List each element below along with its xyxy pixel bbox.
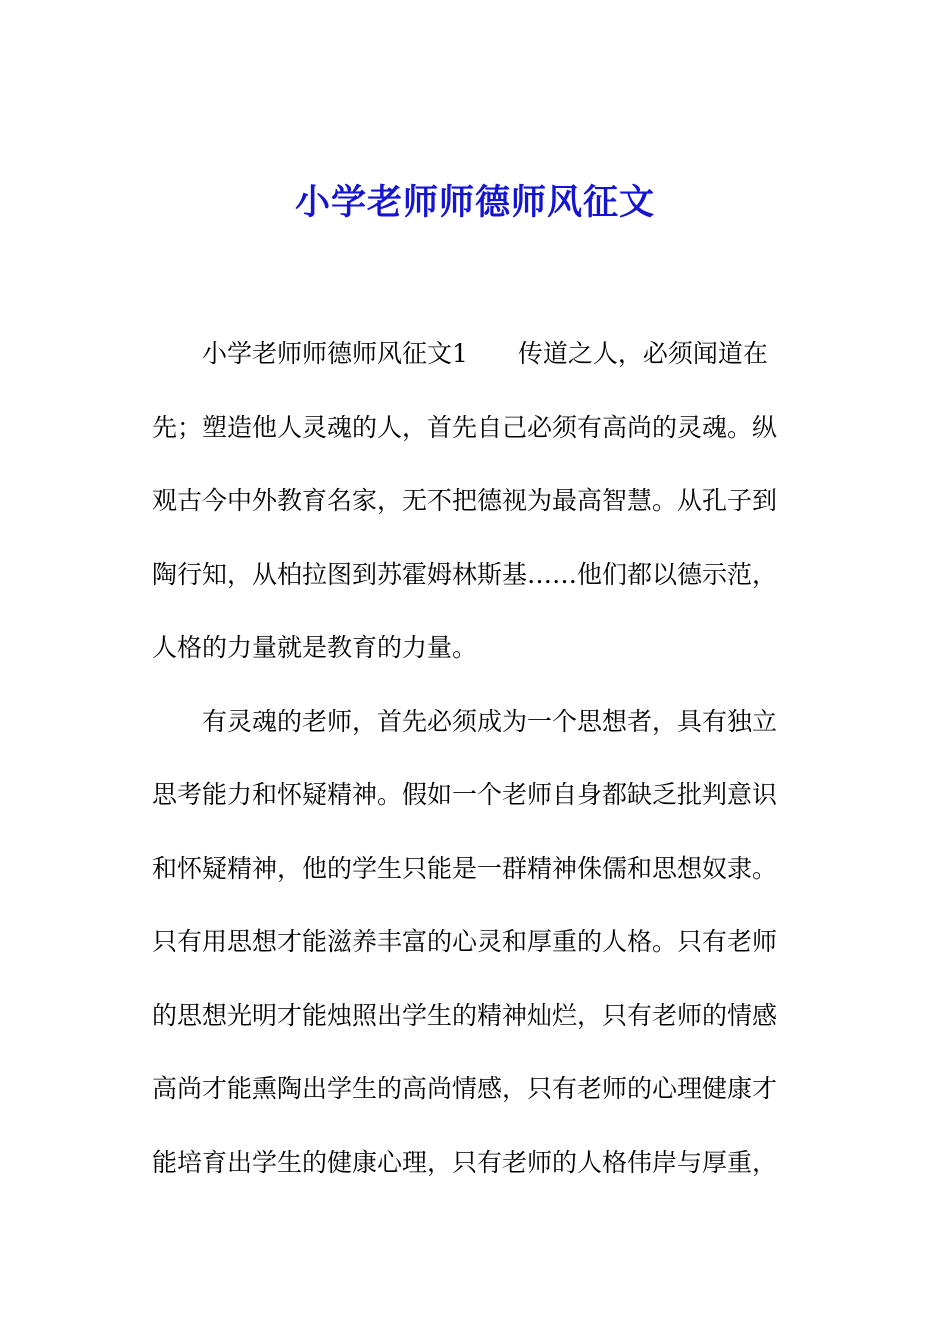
paragraph-1-line-2: 先；塑造他人灵魂的人，首先自己必须有高尚的灵魂。纵 — [152, 412, 778, 442]
paragraph-1-text-1: 传道之人，必须闻道在 — [517, 339, 768, 368]
paragraph-1-line-1 — [152, 331, 792, 405]
document-body — [152, 331, 792, 1213]
paragraph-1-line-3: 观古今中外教育名家，无不把德视为最高智慧。从孔子到 — [152, 486, 778, 515]
paragraph-2-line-7: 能培育出学生的健康心理，只有老师的人格伟岸与厚重， — [152, 1147, 778, 1177]
paragraph-1-line-5: 人格的力量就是教育的力量。 — [152, 633, 478, 662]
paragraph-2-line-4: 只有用思想才能滋养丰富的心灵和厚重的人格。只有老师 — [152, 927, 778, 956]
paragraph-1-lead: 小学老师师德师风征文1 — [202, 339, 468, 368]
document-title: 小学老师师德师风征文 — [294, 182, 655, 223]
paragraph-2-line-3: 和怀疑精神，他的学生只能是一群精神侏儒和思想奴隶。 — [152, 853, 778, 883]
paragraph-1-line-4: 陶行知，从柏拉图到苏霍姆林斯基……他们都以德示范， — [152, 559, 778, 589]
paragraph-2-line-2: 思考能力和怀疑精神。假如一个老师自身都缺乏批判意识 — [152, 780, 778, 809]
paragraph-2-line-1: 有灵魂的老师，首先必须成为一个思想者，具有独立 — [202, 706, 778, 736]
paragraph-2-line-6: 高尚才能熏陶出学生的高尚情感，只有老师的心理健康才 — [152, 1074, 778, 1103]
paragraph-2-line-5: 的思想光明才能烛照出学生的精神灿烂，只有老师的情感 — [152, 1000, 778, 1030]
